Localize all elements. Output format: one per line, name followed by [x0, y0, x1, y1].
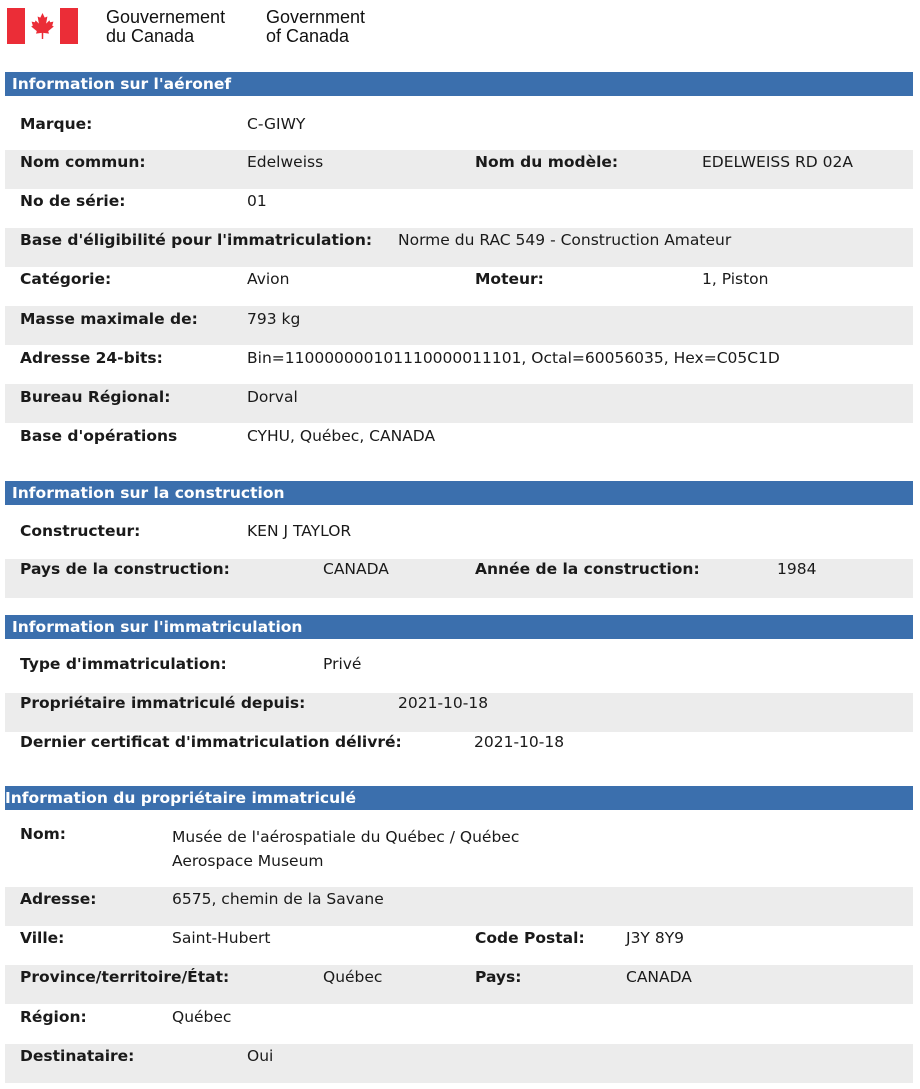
owner-province-label: Province/territoire/État:	[20, 968, 230, 986]
row-owner-since	[5, 693, 913, 732]
section-title-registration	[5, 615, 913, 639]
row-category	[5, 267, 913, 306]
mark-value: C-GIWY	[247, 115, 306, 133]
row-last-certificate	[5, 732, 913, 771]
row-owner-province	[5, 965, 913, 1004]
construction-country-label: Pays de la construction:	[20, 560, 230, 578]
section-title-aircraft	[5, 72, 913, 96]
owner-recipient-value: Oui	[247, 1047, 274, 1065]
engine-value: 1, Piston	[702, 270, 769, 288]
owner-recipient-label: Destinataire:	[20, 1047, 135, 1065]
owner-postal-value: J3Y 8Y9	[626, 929, 685, 947]
address24-label: Adresse 24-bits:	[20, 349, 163, 367]
serial-value: 01	[247, 192, 267, 210]
owner-country-label: Pays:	[475, 968, 522, 986]
category-value: Avion	[247, 270, 290, 288]
row-builder	[5, 513, 913, 552]
owner-region-value: Québec	[172, 1008, 232, 1026]
section-title-text: Information sur l'immatriculation	[12, 618, 303, 636]
section-title-construction	[5, 481, 913, 505]
row-registration-type	[5, 647, 913, 686]
government-name-fr: Gouvernement du Canada	[106, 7, 226, 46]
last-certificate-label: Dernier certificat d'immatriculation délivré:	[20, 733, 402, 751]
row-common-name	[5, 150, 913, 189]
canada-flag-icon	[7, 8, 78, 44]
owner-name-value: Musée de l'aérospatiale du Québec / Québec Aerospace Museum	[172, 828, 520, 870]
regional-office-value: Dorval	[247, 388, 298, 406]
row-owner-recipient	[5, 1044, 913, 1083]
owner-address-value: 6575, chemin de la Savane	[172, 890, 384, 908]
row-owner-address	[5, 887, 913, 926]
owner-name-label: Nom:	[20, 825, 66, 843]
serial-label: No de série:	[20, 192, 126, 210]
section-title-owner	[5, 786, 913, 810]
owner-since-value: 2021-10-18	[398, 694, 489, 712]
model-value: EDELWEISS RD 02A	[702, 153, 853, 171]
owner-city-value: Saint-Hubert	[172, 929, 271, 947]
government-header	[0, 0, 920, 60]
base-value: CYHU, Québec, CANADA	[247, 427, 436, 445]
row-serial	[5, 189, 913, 228]
row-owner-name	[5, 818, 913, 874]
construction-year-value: 1984	[777, 560, 817, 578]
engine-label: Moteur:	[475, 270, 544, 288]
mark-label: Marque:	[20, 115, 93, 133]
category-label: Catégorie:	[20, 270, 112, 288]
section-title-text: Information sur l'aéronef	[12, 75, 232, 93]
model-label: Nom du modèle:	[475, 153, 619, 171]
row-mark	[5, 104, 913, 143]
owner-region-label: Région:	[20, 1008, 87, 1026]
owner-city-label: Ville:	[20, 929, 65, 947]
row-eligibility	[5, 228, 913, 267]
eligibility-value: Norme du RAC 549 - Construction Amateur	[398, 231, 732, 249]
address24-value: Bin=110000000101110000011101, Octal=60056035, Hex=C05C1D	[247, 349, 780, 367]
common-name-label: Nom commun:	[20, 153, 146, 171]
eligibility-label: Base d'éligibilité pour l'immatriculation:	[20, 231, 373, 249]
max-mass-label: Masse maximale de:	[20, 310, 198, 328]
construction-country-value: CANADA	[323, 560, 389, 578]
row-regional-office	[5, 384, 913, 423]
owner-country-value: CANADA	[626, 968, 692, 986]
registration-type-value: Privé	[323, 655, 362, 673]
construction-year-label: Année de la construction:	[475, 560, 700, 578]
row-address24	[5, 345, 913, 384]
section-title-text: Information sur la construction	[12, 484, 285, 502]
row-base	[5, 423, 913, 462]
row-owner-city	[5, 926, 913, 965]
registration-type-label: Type d'immatriculation:	[20, 655, 227, 673]
owner-province-value: Québec	[323, 968, 383, 986]
regional-office-label: Bureau Régional:	[20, 388, 171, 406]
common-name-value: Edelweiss	[247, 153, 324, 171]
owner-since-label: Propriétaire immatriculé depuis:	[20, 694, 306, 712]
row-owner-region	[5, 1004, 913, 1043]
government-name-en: Government of Canada	[266, 7, 366, 46]
owner-postal-label: Code Postal:	[475, 929, 585, 947]
builder-value: KEN J TAYLOR	[247, 522, 352, 540]
section-title-text: Information du propriétaire immatriculé	[5, 789, 356, 807]
max-mass-value: 793 kg	[247, 310, 301, 328]
owner-address-label: Adresse:	[20, 890, 97, 908]
row-max-mass	[5, 306, 913, 345]
base-label: Base d'opérations	[20, 427, 178, 445]
row-construction-country	[5, 559, 913, 598]
builder-label: Constructeur:	[20, 522, 141, 540]
last-certificate-value: 2021-10-18	[474, 733, 565, 751]
